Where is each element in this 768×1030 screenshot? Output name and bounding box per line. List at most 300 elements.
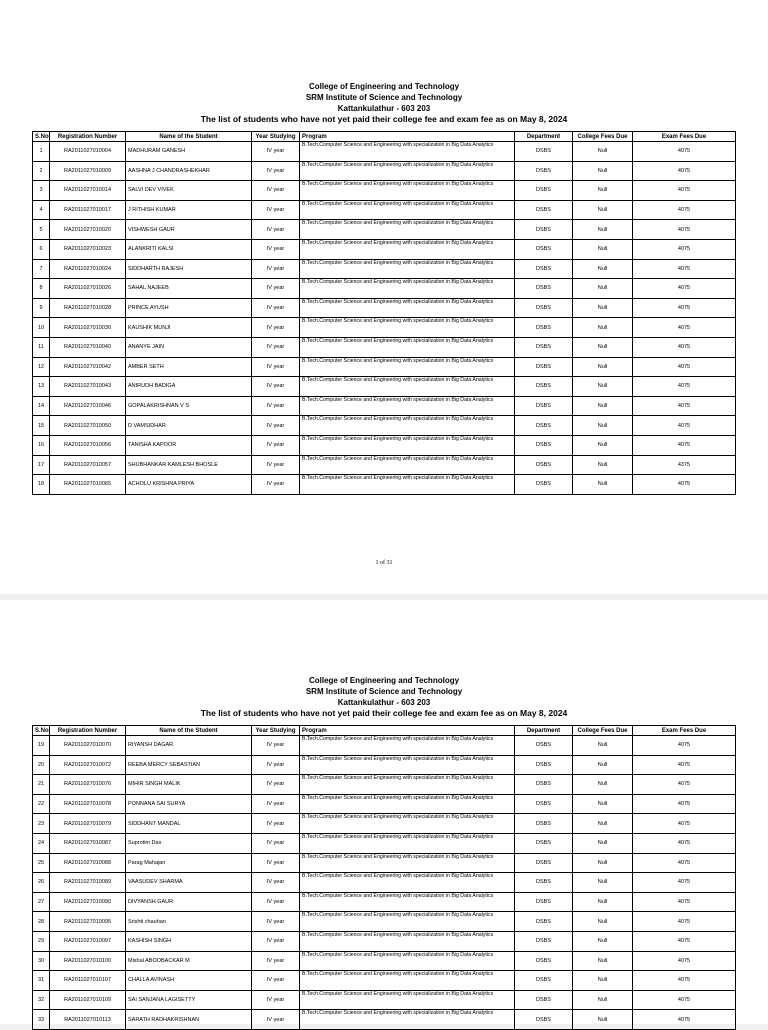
sno-cell: 23 [33, 814, 50, 834]
department-cell: DSBS [515, 971, 573, 991]
registration-number-cell: RA2011027010087 [50, 833, 126, 853]
student-name-cell: AMBER SETH [126, 357, 252, 377]
department-cell: DSBS [515, 755, 573, 775]
student-name-cell: SHUBHANKAR KAMLESH BHOSLE [126, 455, 252, 475]
year-cell: IV year [252, 775, 300, 795]
exam-fees-cell: 4075 [633, 912, 736, 932]
student-name-cell: Suprotim Das [126, 833, 252, 853]
sno-cell: 5 [33, 220, 50, 240]
fee-due-table [32, 725, 736, 1030]
table-row [33, 833, 736, 853]
exam-fees-cell: 4075 [633, 736, 736, 756]
college-fees-cell: Null [573, 951, 633, 971]
exam-fees-cell: 4075 [633, 971, 736, 991]
college-fees-cell: Null [573, 416, 633, 436]
program-cell: B.Tech.Computer Science and Engineering with specialization in Big Data Analytics [300, 142, 515, 162]
sno-cell: 19 [33, 736, 50, 756]
program-cell: B.Tech.Computer Science and Engineering with specialization in Big Data Analytics [300, 357, 515, 377]
college-fees-cell: Null [573, 239, 633, 259]
college-fees-cell: Null [573, 200, 633, 220]
department-cell: DSBS [515, 161, 573, 181]
registration-number-cell: RA2011027010030 [50, 318, 126, 338]
exam-fees-cell: 4075 [633, 755, 736, 775]
sno-cell: 1 [33, 142, 50, 162]
college-fees-cell: Null [573, 1010, 633, 1030]
department-cell: DSBS [515, 377, 573, 397]
table-row [33, 396, 736, 416]
program-cell: B.Tech.Computer Science and Engineering with specialization in Big Data Analytics [300, 396, 515, 416]
document-title: The list of students who have not yet paid their college fee and exam fee as on May 8, 2024 [200, 114, 568, 124]
department-cell: DSBS [515, 142, 573, 162]
department-cell: DSBS [515, 318, 573, 338]
year-cell: IV year [252, 220, 300, 240]
table-row [33, 239, 736, 259]
column-header: Registration Number [50, 132, 126, 142]
program-cell: B.Tech.Computer Science and Engineering with specialization in Big Data Analytics [300, 912, 515, 932]
sno-cell: 30 [33, 951, 50, 971]
department-cell: DSBS [515, 455, 573, 475]
table-row [33, 892, 736, 912]
sno-cell: 27 [33, 892, 50, 912]
student-name-cell: D VAMSIDHAR [126, 416, 252, 436]
registration-number-cell: RA2011027010024 [50, 259, 126, 279]
registration-number-cell: RA2011027010088 [50, 853, 126, 873]
department-cell: DSBS [515, 951, 573, 971]
sno-cell: 21 [33, 775, 50, 795]
program-cell: B.Tech.Computer Science and Engineering with specialization in Big Data Analytics [300, 736, 515, 756]
registration-number-cell: RA2011027010020 [50, 220, 126, 240]
program-cell: B.Tech.Computer Science and Engineering with specialization in Big Data Analytics [300, 259, 515, 279]
registration-number-cell: RA2011027010040 [50, 337, 126, 357]
student-name-cell: VISHWESH GAUR [126, 220, 252, 240]
table-row [33, 990, 736, 1010]
column-header: Department [515, 726, 573, 736]
exam-fees-cell: 4075 [633, 1010, 736, 1030]
exam-fees-cell: 4075 [633, 833, 736, 853]
registration-number-cell: RA2011027010023 [50, 239, 126, 259]
exam-fees-cell: 4075 [633, 892, 736, 912]
college-fees-cell: Null [573, 775, 633, 795]
department-cell: DSBS [515, 1010, 573, 1030]
program-cell: B.Tech.Computer Science and Engineering with specialization in Big Data Analytics [300, 239, 515, 259]
student-name-cell: PONNANA SAI SURYA [126, 794, 252, 814]
sno-cell: 29 [33, 931, 50, 951]
program-cell: B.Tech.Computer Science and Engineering with specialization in Big Data Analytics [300, 873, 515, 893]
table-row [33, 161, 736, 181]
program-cell: B.Tech.Computer Science and Engineering with specialization in Big Data Analytics [300, 833, 515, 853]
student-name-cell: SAHAL NAJEEB [126, 279, 252, 299]
year-cell: IV year [252, 279, 300, 299]
registration-number-cell: RA2011027010109 [50, 990, 126, 1010]
table-row [33, 318, 736, 338]
column-header: College Fees Due [573, 726, 633, 736]
student-name-cell: ALANKRITI KALSI [126, 239, 252, 259]
department-cell: DSBS [515, 298, 573, 318]
sno-cell: 15 [33, 416, 50, 436]
year-cell: IV year [252, 912, 300, 932]
program-cell: B.Tech.Computer Science and Engineering with specialization in Big Data Analytics [300, 455, 515, 475]
exam-fees-cell: 4075 [633, 990, 736, 1010]
year-cell: IV year [252, 990, 300, 1010]
table-row [33, 337, 736, 357]
student-name-cell: SIDDHANT MANDAL [126, 814, 252, 834]
exam-fees-cell: 4075 [633, 318, 736, 338]
pdf-page-2 [0, 600, 768, 1024]
registration-number-cell: RA2011027010089 [50, 873, 126, 893]
college-fees-cell: Null [573, 220, 633, 240]
table-row [33, 931, 736, 951]
department-cell: DSBS [515, 200, 573, 220]
student-name-cell: SARATH RADHAKRISHNAN [126, 1010, 252, 1030]
table-row [33, 912, 736, 932]
exam-fees-cell: 4075 [633, 200, 736, 220]
column-header: Exam Fees Due [633, 726, 736, 736]
student-name-cell: SIDDHARTH RAJESH [126, 259, 252, 279]
exam-fees-cell: 4075 [633, 142, 736, 162]
department-cell: DSBS [515, 259, 573, 279]
column-header: Year Studying [252, 726, 300, 736]
sno-cell: 2 [33, 161, 50, 181]
table-row [33, 220, 736, 240]
year-cell: IV year [252, 475, 300, 495]
year-cell: IV year [252, 181, 300, 201]
college-fees-cell: Null [573, 833, 633, 853]
sno-cell: 20 [33, 755, 50, 775]
exam-fees-cell: 4075 [633, 220, 736, 240]
program-cell: B.Tech.Computer Science and Engineering with specialization in Big Data Analytics [300, 853, 515, 873]
sno-cell: 13 [33, 377, 50, 397]
year-cell: IV year [252, 337, 300, 357]
page-number: 1 of 31 [375, 560, 393, 566]
year-cell: IV year [252, 931, 300, 951]
program-cell: B.Tech.Computer Science and Engineering with specialization in Big Data Analytics [300, 161, 515, 181]
year-cell: IV year [252, 853, 300, 873]
college-fees-cell: Null [573, 990, 633, 1010]
sno-cell: 31 [33, 971, 50, 991]
student-name-cell: ANIRUDH BADIGA [126, 377, 252, 397]
program-cell: B.Tech.Computer Science and Engineering with specialization in Big Data Analytics [300, 435, 515, 455]
table-row [33, 377, 736, 397]
program-cell: B.Tech.Computer Science and Engineering with specialization in Big Data Analytics [300, 220, 515, 240]
department-cell: DSBS [515, 239, 573, 259]
sno-cell: 26 [33, 873, 50, 893]
department-cell: DSBS [515, 892, 573, 912]
program-cell: B.Tech.Computer Science and Engineering with specialization in Big Data Analytics [300, 931, 515, 951]
college-fees-cell: Null [573, 161, 633, 181]
student-name-cell: Mishal ABOOBACKAR M [126, 951, 252, 971]
registration-number-cell: RA2011027010072 [50, 755, 126, 775]
fee-due-table [32, 131, 736, 495]
year-cell: IV year [252, 455, 300, 475]
exam-fees-cell: 4375 [633, 455, 736, 475]
college-fees-cell: Null [573, 298, 633, 318]
exam-fees-cell: 4075 [633, 951, 736, 971]
department-cell: DSBS [515, 912, 573, 932]
department-cell: DSBS [515, 853, 573, 873]
exam-fees-cell: 4075 [633, 298, 736, 318]
department-cell: DSBS [515, 794, 573, 814]
student-name-cell: AASHNA J CHANDRASHEKHAR [126, 161, 252, 181]
table-row [33, 794, 736, 814]
sno-cell: 18 [33, 475, 50, 495]
student-name-cell: TANISHA KAPOOR [126, 435, 252, 455]
college-name: College of Engineering and Technology [308, 82, 460, 91]
table-header-row [33, 132, 736, 142]
exam-fees-cell: 4075 [633, 814, 736, 834]
year-cell: IV year [252, 357, 300, 377]
column-header: Department [515, 132, 573, 142]
exam-fees-cell: 4075 [633, 161, 736, 181]
year-cell: IV year [252, 161, 300, 181]
table-row [33, 455, 736, 475]
registration-number-cell: RA2011027010070 [50, 736, 126, 756]
college-fees-cell: Null [573, 931, 633, 951]
student-name-cell: GOPALAKRISHNAN V S [126, 396, 252, 416]
sno-cell: 24 [33, 833, 50, 853]
table-row [33, 142, 736, 162]
registration-number-cell: RA2011027010004 [50, 142, 126, 162]
column-header: Registration Number [50, 726, 126, 736]
year-cell: IV year [252, 298, 300, 318]
sno-cell: 7 [33, 259, 50, 279]
registration-number-cell: RA2011027010100 [50, 951, 126, 971]
department-cell: DSBS [515, 396, 573, 416]
exam-fees-cell: 4075 [633, 853, 736, 873]
year-cell: IV year [252, 971, 300, 991]
registration-number-cell: RA2011027010065 [50, 475, 126, 495]
student-name-cell: ACHOLU KRISHNA PRIYA [126, 475, 252, 495]
college-fees-cell: Null [573, 475, 633, 495]
table-row [33, 853, 736, 873]
student-name-cell: ANANYE JAIN [126, 337, 252, 357]
registration-number-cell: RA2011027010076 [50, 775, 126, 795]
college-fees-cell: Null [573, 396, 633, 416]
exam-fees-cell: 4075 [633, 377, 736, 397]
registration-number-cell: RA2011027010017 [50, 200, 126, 220]
location: Kattankulathur - 603 203 [337, 698, 431, 707]
year-cell: IV year [252, 794, 300, 814]
table-row [33, 971, 736, 991]
program-cell: B.Tech.Computer Science and Engineering with specialization in Big Data Analytics [300, 1010, 515, 1030]
program-cell: B.Tech.Computer Science and Engineering with specialization in Big Data Analytics [300, 377, 515, 397]
table-row [33, 814, 736, 834]
program-cell: B.Tech.Computer Science and Engineering with specialization in Big Data Analytics [300, 892, 515, 912]
department-cell: DSBS [515, 181, 573, 201]
department-cell: DSBS [515, 357, 573, 377]
sno-cell: 9 [33, 298, 50, 318]
department-cell: DSBS [515, 931, 573, 951]
department-cell: DSBS [515, 337, 573, 357]
program-cell: B.Tech.Computer Science and Engineering with specialization in Big Data Analytics [300, 318, 515, 338]
sno-cell: 10 [33, 318, 50, 338]
exam-fees-cell: 4075 [633, 239, 736, 259]
registration-number-cell: RA2011027010107 [50, 971, 126, 991]
student-name-cell: CHALLA AVINASH [126, 971, 252, 991]
column-header: S.No [33, 726, 50, 736]
exam-fees-cell: 4075 [633, 435, 736, 455]
program-cell: B.Tech.Computer Science and Engineering with specialization in Big Data Analytics [300, 279, 515, 299]
table-row [33, 951, 736, 971]
exam-fees-cell: 4075 [633, 873, 736, 893]
sno-cell: 11 [33, 337, 50, 357]
sno-cell: 14 [33, 396, 50, 416]
registration-number-cell: RA2011027010028 [50, 298, 126, 318]
exam-fees-cell: 4075 [633, 259, 736, 279]
year-cell: IV year [252, 396, 300, 416]
college-fees-cell: Null [573, 755, 633, 775]
student-name-cell: SAI SANJANA LAGISETTY [126, 990, 252, 1010]
location: Kattankulathur - 603 203 [337, 104, 431, 113]
registration-number-cell: RA2011027010042 [50, 357, 126, 377]
registration-number-cell: RA2011027010057 [50, 455, 126, 475]
year-cell: IV year [252, 142, 300, 162]
registration-number-cell: RA2011027010050 [50, 416, 126, 436]
department-cell: DSBS [515, 775, 573, 795]
year-cell: IV year [252, 377, 300, 397]
exam-fees-cell: 4075 [633, 931, 736, 951]
college-fees-cell: Null [573, 736, 633, 756]
year-cell: IV year [252, 951, 300, 971]
column-header: College Fees Due [573, 132, 633, 142]
year-cell: IV year [252, 259, 300, 279]
column-header: Year Studying [252, 132, 300, 142]
department-cell: DSBS [515, 833, 573, 853]
department-cell: DSBS [515, 416, 573, 436]
registration-number-cell: RA2011027010079 [50, 814, 126, 834]
student-name-cell: Parag Mahajan [126, 853, 252, 873]
year-cell: IV year [252, 1010, 300, 1030]
program-cell: B.Tech.Computer Science and Engineering with specialization in Big Data Analytics [300, 337, 515, 357]
year-cell: IV year [252, 892, 300, 912]
year-cell: IV year [252, 435, 300, 455]
registration-number-cell: RA2011027010056 [50, 435, 126, 455]
student-name-cell: MIHIR SINGH MALIK [126, 775, 252, 795]
table-row [33, 755, 736, 775]
sno-cell: 25 [33, 853, 50, 873]
institute-name: SRM Institute of Science and Technology [305, 93, 463, 102]
institute-name: SRM Institute of Science and Technology [305, 687, 463, 696]
exam-fees-cell: 4075 [633, 475, 736, 495]
program-cell: B.Tech.Computer Science and Engineering with specialization in Big Data Analytics [300, 475, 515, 495]
student-name-cell: J RITHISH KUMAR [126, 200, 252, 220]
year-cell: IV year [252, 318, 300, 338]
year-cell: IV year [252, 873, 300, 893]
sno-cell: 3 [33, 181, 50, 201]
sno-cell: 6 [33, 239, 50, 259]
college-fees-cell: Null [573, 318, 633, 338]
exam-fees-cell: 4075 [633, 794, 736, 814]
page-header [0, 675, 768, 719]
year-cell: IV year [252, 736, 300, 756]
registration-number-cell: RA2011027010090 [50, 892, 126, 912]
sno-cell: 28 [33, 912, 50, 932]
column-header: Name of the Student [126, 132, 252, 142]
sno-cell: 17 [33, 455, 50, 475]
student-name-cell: SALVI DEV VIVEK [126, 181, 252, 201]
exam-fees-cell: 4075 [633, 396, 736, 416]
student-name-cell: REEBA MERCY SEBASTIAN [126, 755, 252, 775]
registration-number-cell: RA2011027010014 [50, 181, 126, 201]
department-cell: DSBS [515, 279, 573, 299]
sno-cell: 12 [33, 357, 50, 377]
college-fees-cell: Null [573, 873, 633, 893]
table-row [33, 416, 736, 436]
column-header: S.No [33, 132, 50, 142]
column-header: Program [300, 726, 515, 736]
registration-number-cell: RA2011027010097 [50, 931, 126, 951]
year-cell: IV year [252, 833, 300, 853]
page-header [0, 81, 768, 125]
department-cell: DSBS [515, 736, 573, 756]
student-name-cell: MADHURAM GANESH [126, 142, 252, 162]
college-fees-cell: Null [573, 794, 633, 814]
table-row [33, 475, 736, 495]
college-name: College of Engineering and Technology [308, 676, 460, 685]
sno-cell: 32 [33, 990, 50, 1010]
column-header: Exam Fees Due [633, 132, 736, 142]
year-cell: IV year [252, 416, 300, 436]
registration-number-cell: RA2011027010095 [50, 912, 126, 932]
college-fees-cell: Null [573, 259, 633, 279]
table-row [33, 357, 736, 377]
table-row [33, 775, 736, 795]
registration-number-cell: RA2011027010043 [50, 377, 126, 397]
student-name-cell: DIVYANSH GAUR [126, 892, 252, 912]
program-cell: B.Tech.Computer Science and Engineering with specialization in Big Data Analytics [300, 416, 515, 436]
student-name-cell: VAASUDEV SHARMA [126, 873, 252, 893]
college-fees-cell: Null [573, 357, 633, 377]
department-cell: DSBS [515, 873, 573, 893]
student-name-cell: PRINCE AYUSH [126, 298, 252, 318]
year-cell: IV year [252, 755, 300, 775]
table-row [33, 259, 736, 279]
sno-cell: 16 [33, 435, 50, 455]
table-row [33, 279, 736, 299]
table-row [33, 1010, 736, 1030]
exam-fees-cell: 4075 [633, 181, 736, 201]
college-fees-cell: Null [573, 142, 633, 162]
college-fees-cell: Null [573, 455, 633, 475]
column-header: Name of the Student [126, 726, 252, 736]
table-row [33, 181, 736, 201]
sno-cell: 22 [33, 794, 50, 814]
college-fees-cell: Null [573, 853, 633, 873]
student-name-cell: KAUSHIK MUNJI [126, 318, 252, 338]
college-fees-cell: Null [573, 435, 633, 455]
table-row [33, 873, 736, 893]
program-cell: B.Tech.Computer Science and Engineering with specialization in Big Data Analytics [300, 775, 515, 795]
table-row [33, 435, 736, 455]
college-fees-cell: Null [573, 181, 633, 201]
college-fees-cell: Null [573, 279, 633, 299]
student-name-cell: Srishti chauhan [126, 912, 252, 932]
program-cell: B.Tech.Computer Science and Engineering with specialization in Big Data Analytics [300, 794, 515, 814]
exam-fees-cell: 4075 [633, 279, 736, 299]
program-cell: B.Tech.Computer Science and Engineering with specialization in Big Data Analytics [300, 181, 515, 201]
year-cell: IV year [252, 814, 300, 834]
registration-number-cell: RA2011027010078 [50, 794, 126, 814]
program-cell: B.Tech.Computer Science and Engineering with specialization in Big Data Analytics [300, 990, 515, 1010]
student-name-cell: KASHISH SINGH [126, 931, 252, 951]
program-cell: B.Tech.Computer Science and Engineering with specialization in Big Data Analytics [300, 298, 515, 318]
table-header-row [33, 726, 736, 736]
department-cell: DSBS [515, 435, 573, 455]
column-header: Program [300, 132, 515, 142]
exam-fees-cell: 4075 [633, 775, 736, 795]
document-title: The list of students who have not yet paid their college fee and exam fee as on May 8, 2024 [200, 708, 568, 718]
program-cell: B.Tech.Computer Science and Engineering with specialization in Big Data Analytics [300, 814, 515, 834]
sno-cell: 33 [33, 1010, 50, 1030]
